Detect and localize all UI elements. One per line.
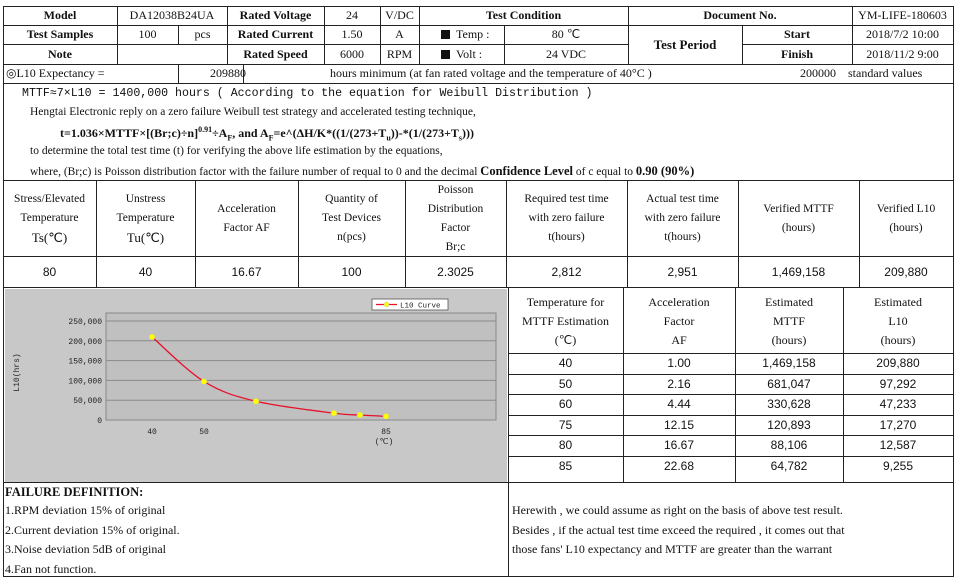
main-value-cell: 80 (42, 265, 57, 279)
main-header-cell (3, 181, 96, 256)
main-header-line: Stress/Elevated (14, 193, 85, 205)
rated-current-label: Rated Current (237, 27, 314, 41)
estimation-header-line: AF (671, 332, 687, 347)
estimation-header-cell (508, 289, 623, 353)
main-header-line: Unstress (125, 193, 166, 205)
rated-voltage-label: Rated Voltage (239, 8, 312, 22)
main-header-line: Poisson (437, 183, 474, 196)
test-samples-unit: pcs (194, 27, 211, 41)
model-label: Model (43, 8, 77, 22)
confidence-level-label: Confidence Level (480, 164, 573, 178)
y-tick-label: 150,000 (68, 357, 102, 367)
estimation-table-cell: 17,270 (879, 417, 917, 432)
determine-line: to determine the total test time (t) for verifying the above life estimation by the equations, (30, 145, 443, 157)
main-header-line: Actual test time (646, 193, 719, 205)
estimation-table-cell: 60 (558, 397, 573, 412)
where-mid: of c equal to (573, 166, 636, 178)
main-header-cell (738, 181, 859, 256)
estimation-header-cell (735, 289, 843, 353)
y-tick-label: 0 (97, 417, 102, 426)
note-label: Note (48, 46, 72, 61)
rated-speed-value: 6000 (340, 46, 364, 61)
estimation-table-cell: 85 (558, 458, 573, 473)
estimation-table-cell: 9,255 (882, 458, 914, 473)
finish-value: 2018/11/2 9:00 (866, 46, 939, 61)
note-value (117, 44, 227, 64)
main-value-cell: 40 (138, 265, 153, 279)
estimation-header-line: Factor (663, 313, 695, 328)
estimation-table-cell: 97,292 (879, 376, 917, 391)
estimation-header-line: L10 (888, 313, 908, 328)
reply-line: Hengtai Electronic reply on a zero failure Weibull test strategy and accelerated testing technique, (30, 106, 476, 118)
main-value-cell: 2.3025 (437, 265, 474, 279)
temp-value: 80 ℃ (551, 27, 581, 41)
failure-definition-title: FAILURE DEFINITION: (5, 485, 144, 499)
estimation-table-cell: 75 (558, 417, 573, 432)
square-bullet-icon (441, 50, 450, 59)
conclusion-line: Herewith , we could assume as right on the basis of above test result. (512, 503, 843, 517)
main-header-line: Quantity of (325, 193, 378, 205)
where-line (30, 164, 694, 179)
main-header-line: (hours) (781, 221, 816, 234)
estimation-table-cell: 40 (558, 356, 573, 371)
start-value: 2018/7/2 10:00 (865, 27, 939, 41)
model-value: DA12038B24UA (129, 8, 215, 22)
start-label: Start (784, 27, 810, 41)
main-header-line: Required test time (524, 193, 609, 205)
main-header-cell (96, 181, 195, 256)
estimation-header-cell (623, 289, 735, 353)
estimation-table-cell: 22.68 (663, 458, 695, 473)
failure-item: 2.Current deviation 15% of original. (5, 522, 180, 537)
data-point (253, 398, 259, 404)
estimation-table-cell: 80 (558, 438, 573, 453)
main-header-cell (859, 181, 953, 256)
l10-chart-panel (5, 289, 507, 482)
l10-expectancy-description: hours minimum (at fan rated voltage and the temperature of 40°C ) (330, 66, 652, 80)
main-header-line: t(hours) (664, 231, 701, 243)
main-header-line: Factor (440, 221, 471, 234)
main-header-cell (506, 181, 627, 256)
finish-label: Finish (780, 46, 813, 61)
test-samples-label: Test Samples (26, 27, 94, 41)
estimation-table-cell: 4.44 (667, 397, 691, 412)
estimation-table-cell: 50 (558, 376, 573, 391)
main-header-line: Tu(℃) (126, 230, 165, 245)
estimation-table-cell: 681,047 (767, 376, 811, 391)
standard-value: 200000 (800, 66, 836, 80)
where-prefix: where, (Br;c) is Poisson distribution factor with the failure number of requal to 0 and the decimal (30, 166, 481, 178)
estimation-table-cell: 330,628 (767, 397, 811, 412)
document-value: YM-LIFE-180603 (858, 8, 947, 22)
estimation-table-cell: 209,880 (876, 356, 920, 371)
x-axis-unit: (℃) (374, 438, 394, 447)
main-value-cell: 2,951 (667, 265, 698, 279)
main-header-line: (hours) (889, 221, 923, 234)
y-tick-label: 200,000 (68, 337, 102, 347)
main-header-cell (195, 181, 298, 256)
estimation-header-line: (℃) (554, 332, 577, 347)
estimation-header-line: Estimated (765, 294, 813, 309)
square-bullet-icon (441, 30, 450, 39)
data-point (383, 413, 389, 419)
y-tick-label: 50,000 (73, 397, 102, 407)
l10-expectancy-value: 209880 (210, 66, 246, 80)
main-header-line: Acceleration (217, 202, 276, 215)
rated-voltage-unit: V/DC (385, 8, 414, 22)
main-header-line: with zero failure (644, 212, 721, 224)
estimation-table-cell: 1,469,158 (762, 356, 816, 371)
y-tick-label: 250,000 (68, 318, 102, 327)
x-tick-label: 50 (199, 428, 209, 437)
main-header-line: t(hours) (548, 231, 585, 243)
estimation-table-cell: 64,782 (770, 458, 808, 473)
estimation-header-line: (hours) (880, 332, 916, 347)
estimation-header-line: Acceleration (648, 294, 710, 309)
estimation-table-cell: 1.00 (667, 356, 691, 371)
volt-label (419, 44, 504, 64)
main-value-cell: 2,812 (551, 265, 582, 279)
conclusion-line: those fans' L10 expectancy and MTTF are greater than the warrant (512, 542, 833, 556)
main-header-line: n(pcs) (337, 231, 366, 243)
test-samples-value: 100 (138, 27, 157, 41)
x-tick-label: 40 (147, 428, 157, 437)
temp-label (419, 25, 504, 44)
estimation-header-line: (hours) (771, 332, 807, 347)
document-label: Document No. (703, 8, 777, 22)
main-value-cell: 16.67 (231, 265, 262, 279)
estimation-header-line: MTTF Estimation (522, 313, 609, 328)
data-point (331, 410, 337, 416)
main-header-line: Temperature (116, 212, 175, 224)
rated-current-unit: A (395, 27, 404, 41)
mttf-equation-line: MTTF≈7×L10 = 1400,000 hours ( According to the equation for Weibull Distribution ) (22, 87, 593, 100)
rated-voltage-value: 24 (346, 8, 358, 22)
main-header-line: Verified MTTF (763, 202, 834, 215)
main-value-cell: 209,880 (884, 265, 928, 279)
estimation-header-line: Temperature for (526, 294, 605, 309)
estimation-table-cell: 120,893 (767, 417, 811, 432)
rated-speed-label: Rated Speed (243, 46, 308, 61)
main-header-line: Factor AF (223, 221, 270, 234)
rated-current-value: 1.50 (341, 27, 363, 41)
failure-item: 3.Noise deviation 5dB of original (5, 542, 166, 556)
formula-line: $t=1.036\times MTTF\times[(Br;c)\div n]^{0.91}\div A_F$, and $A_F=e\^{}(\Delta H/K*((1/(273+T_u))-*(1/(273+T_s)))$ (60, 125, 475, 143)
volt-value: 24 VDC (545, 46, 587, 61)
estimation-table-cell: 2.16 (667, 376, 691, 391)
l10-expectancy-label: ◎L10 Expectancy = (6, 66, 105, 80)
estimation-table-cell: 88,106 (770, 438, 808, 453)
main-header-line: Distribution (427, 202, 484, 215)
failure-item: 4.Fan not function. (5, 561, 97, 576)
y-tick-label: 100,000 (68, 377, 102, 387)
estimation-header-line: MTTF (772, 313, 805, 328)
plot-area (106, 313, 496, 420)
test-period-label: Test Period (653, 36, 717, 52)
failure-item: 1.RPM deviation 15% of original (5, 503, 166, 517)
y-axis-label: L10(hrs) (13, 353, 22, 392)
estimation-table-cell: 47,233 (879, 397, 917, 412)
main-header-cell (298, 181, 405, 256)
main-value-cell: 100 (341, 265, 362, 279)
test-condition-label: Test Condition (485, 8, 562, 22)
x-tick-label: 85 (381, 428, 391, 437)
main-header-cell (405, 181, 506, 256)
main-header-line: Ts(℃) (31, 230, 68, 245)
data-point (201, 378, 207, 384)
main-header-line: Test Devices (322, 212, 381, 224)
main-header-line: Verified L10 (876, 202, 936, 215)
main-header-line: Temperature (20, 212, 79, 224)
data-point (149, 334, 155, 340)
legend-label: L10 Curve (400, 302, 441, 311)
rated-speed-unit: RPM (386, 46, 413, 61)
conclusion-line: Besides , if the actual test time exceed the required , it comes out that (512, 522, 845, 537)
main-header-line: with zero failure (528, 212, 605, 224)
main-value-cell: 1,469,158 (771, 265, 826, 279)
volt-label-text: Volt : (456, 46, 483, 61)
legend-marker (384, 302, 389, 307)
estimation-header-cell (843, 289, 953, 353)
confidence-level-value: 0.90 (90%) (635, 164, 695, 178)
temp-label-text: Temp : (456, 27, 490, 41)
data-point (357, 412, 363, 418)
l10-curve-chart (5, 289, 507, 482)
estimation-table-cell: 12,587 (879, 438, 917, 453)
estimation-table-cell: 12.15 (663, 417, 695, 432)
standard-label: standard values (848, 66, 923, 80)
main-header-line: Br;c (445, 240, 466, 253)
estimation-table-cell: 16.67 (663, 438, 695, 453)
estimation-header-line: Estimated (874, 294, 922, 309)
main-header-cell (627, 181, 738, 256)
